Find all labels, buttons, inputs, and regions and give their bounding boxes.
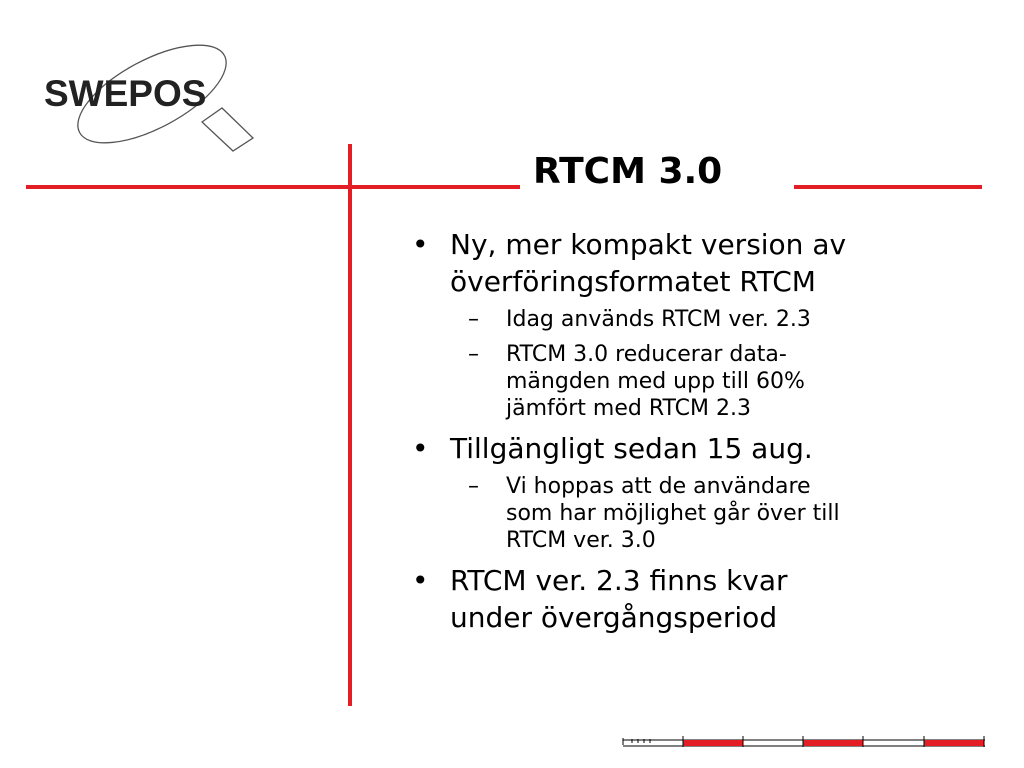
title-rule-left: [26, 185, 520, 189]
sub-bullet-item: [468, 306, 1012, 333]
bullet-line: Ny, mer kompakt version av: [450, 228, 847, 261]
title-rule-right: [794, 185, 982, 189]
bullet-dot-icon: •: [412, 432, 429, 465]
sub-bullet-line: mängden med upp till 60%: [506, 369, 805, 394]
sub-bullet-item: [468, 473, 1012, 554]
sub-bullet-line: Vi hoppas att de användare: [506, 474, 811, 499]
swepos-logo: [40, 42, 265, 154]
sub-bullet-line: som har möjlighet går över till: [506, 501, 840, 526]
vertical-rule: [348, 144, 352, 706]
bullet-item: [412, 430, 1012, 467]
sub-bullet-line: RTCM 3.0 reducerar data-: [506, 342, 787, 367]
bullet-line: Tillgängligt sedan 15 aug.: [450, 432, 813, 465]
bullet-line: överföringsformatet RTCM: [450, 265, 816, 298]
dash-icon: –: [468, 474, 479, 499]
sub-bullet-line: RTCM ver. 3.0: [506, 528, 656, 553]
bullet-dot-icon: •: [412, 228, 429, 261]
bullet-item: [412, 226, 1012, 300]
bullet-line: RTCM ver. 2.3 finns kvar: [450, 564, 788, 597]
dash-icon: –: [468, 307, 479, 332]
slide-content: [412, 226, 1012, 642]
sub-bullet-item: [468, 341, 1012, 422]
dash-icon: –: [468, 342, 479, 367]
bullet-item: [412, 562, 1012, 636]
bullet-line: under övergångsperiod: [450, 601, 778, 634]
scale-bar-decoration-icon: [622, 734, 986, 748]
slide-title: RTCM 3.0: [533, 151, 723, 192]
sub-bullet-line: Idag används RTCM ver. 2.3: [506, 307, 811, 332]
bullet-dot-icon: •: [412, 564, 429, 597]
logo-text: SWEPOS: [44, 73, 207, 114]
sub-bullet-line: jämfört med RTCM 2.3: [506, 396, 751, 421]
